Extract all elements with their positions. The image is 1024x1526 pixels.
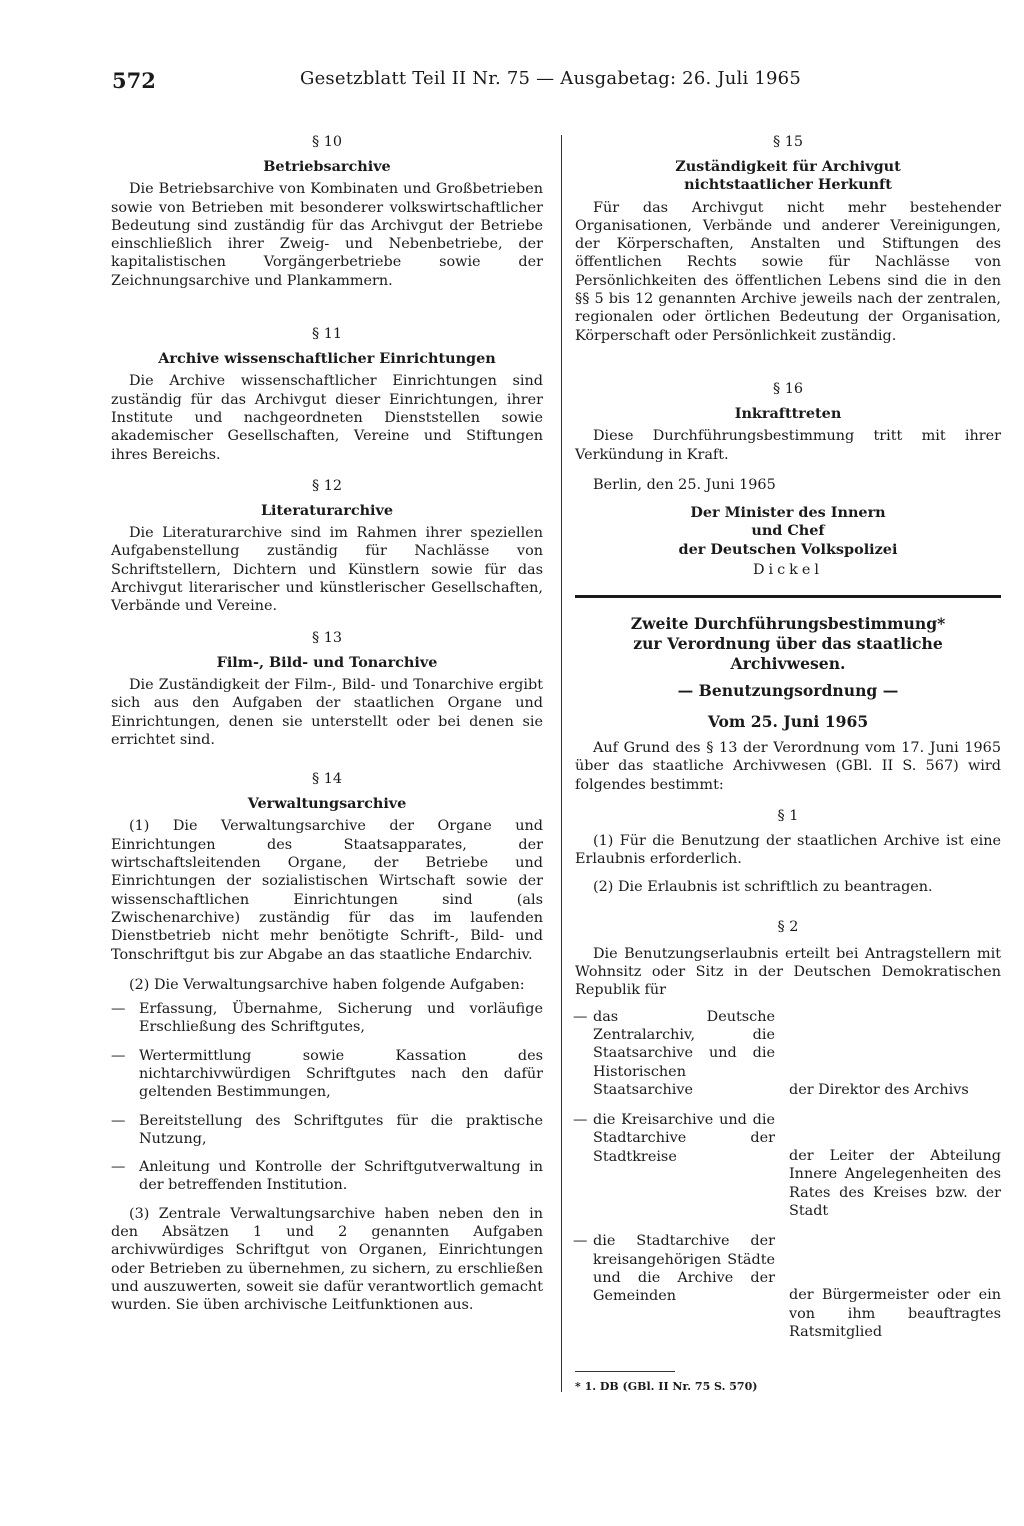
running-title: Gesetzblatt Teil II Nr. 75 — Ausgabetag: 26. Juli 1965 bbox=[300, 68, 801, 89]
section-10 bbox=[111, 132, 543, 290]
list-item: — Erfassung, Übernahme, Sicherung und vorläufige Erschließung des Schriftgutes, bbox=[111, 1000, 543, 1037]
section-number: § 15 bbox=[772, 134, 804, 150]
grantor: der Leiter der Abteilung Innere Angelegenheiten des Rates des Kreises bzw. der Stadt bbox=[789, 1148, 1001, 1219]
section-number: § 11 bbox=[311, 326, 343, 343]
table-row bbox=[575, 1111, 1001, 1232]
section-number: § 1 bbox=[777, 807, 799, 824]
section-number: § 10 bbox=[311, 134, 343, 150]
section-text: Diese Durchführungsbestimmung tritt mit ihrer Verkündung in Kraft. bbox=[575, 428, 1001, 463]
right-column bbox=[575, 132, 1001, 1396]
ordinance-subtitle: — Benutzungsordnung — bbox=[677, 681, 899, 701]
task-list bbox=[111, 1000, 543, 1195]
ordinance-s2-text: Die Benutzungserlaubnis erteilt bei Antragstellern mit Wohnsitz oder Sitz in der Deutschen Demokratischen Republik für bbox=[575, 945, 1001, 999]
section-14-paragraph-2: (2) Die Verwaltungsarchive haben folgende Aufgaben: bbox=[129, 976, 525, 993]
section-title: Literaturarchive bbox=[260, 501, 394, 519]
authority-table bbox=[575, 1008, 1001, 1354]
section-title: Verwaltungsarchive bbox=[247, 795, 407, 813]
ordinance-s1-paragraph-1: (1) Für die Benutzung der staatlichen Archive ist eine Erlaubnis erforderlich. bbox=[575, 832, 1001, 868]
section-title: Archive wissenschaftlicher Einrichtungen bbox=[158, 350, 496, 368]
signatory-title-line-3: der Deutschen Volkspolizei bbox=[678, 540, 898, 558]
page-number: 572 bbox=[112, 68, 156, 93]
section-text: Die Archive wissenschaftlicher Einrichtungen sind zuständig für das Archivgut dieser Einrichtungen, ihrer Institute und nachgeordneten Dienststellen sowie akademischer Gesellschaften, Vereine und Stiftungen ihres Bereichs. bbox=[111, 373, 543, 463]
footnote-rule bbox=[575, 1371, 675, 1372]
table-row bbox=[575, 1232, 1001, 1353]
section-title: Film-, Bild- und Tonarchive bbox=[216, 653, 438, 671]
section-text: Die Betriebsarchive von Kombinaten und Großbetrieben sowie von Betrieben mit besonderer volkswirtschaftlicher Bedeutung sind zuständig für das Archivgut der Betriebe einschließlich ihrer Zweig- und Nebenbetriebe, der kapitalistischen Vorgängerbetriebe sowie der Zeichnungsarchive und Plankammern. bbox=[111, 181, 543, 289]
section-number: § 12 bbox=[311, 477, 343, 494]
section-number: § 14 bbox=[311, 771, 343, 788]
grantor: der Direktor des Archivs bbox=[789, 1081, 969, 1098]
list-item: — Anleitung und Kontrolle der Schriftgutverwaltung in der betreffenden Institution. bbox=[111, 1158, 543, 1195]
section-title: Zuständigkeit für Archivgut bbox=[675, 158, 901, 175]
section-12 bbox=[111, 476, 543, 616]
list-item: — Bereitstellung des Schriftgutes für die praktische Nutzung, bbox=[111, 1112, 543, 1149]
section-title: Betriebsarchive bbox=[263, 158, 391, 175]
ordinance-date: Vom 25. Juni 1965 bbox=[707, 711, 869, 731]
section-14 bbox=[111, 769, 543, 1314]
section-number: § 13 bbox=[311, 629, 343, 646]
archive-type: — das Deutsche Zentralarchiv, die Staatsarchive und die Historischen Staatsarchive bbox=[575, 1008, 775, 1099]
place-date: Berlin, den 25. Juni 1965 bbox=[593, 476, 776, 493]
section-text: Die Zuständigkeit der Film-, Bild- und Tonarchive ergibt sich aus den Aufgaben der staatlichen Organe und Einrichtungen, denen sie unterstellt oder bei denen sie errichtet sind. bbox=[111, 676, 543, 748]
column-divider bbox=[561, 135, 562, 1392]
signatory-title-line-2: und Chef bbox=[751, 522, 825, 540]
section-11 bbox=[111, 324, 543, 464]
section-title-line-2: nichtstaatlicher Herkunft bbox=[684, 176, 892, 194]
section-14-paragraph-3: (3) Zentrale Verwaltungsarchive haben neben den in den Absätzen 1 und 2 genannten Aufgaben archivwürdiges Schriftgut von Organen, Einrichtungen oder Betrieben zu übernehmen, zu sichern, zu erschließen und auszuwerten, soweit sie dafür verantwortlich gemacht wurden. Sie üben archivische Leitfunktionen aus. bbox=[111, 1205, 543, 1314]
section-13 bbox=[111, 628, 543, 749]
ordinance bbox=[575, 614, 1001, 1396]
signatory-block bbox=[575, 504, 1001, 559]
ordinance-title-line-2: zur Verordnung über das staatliche Archivwesen. bbox=[633, 634, 943, 674]
section-15 bbox=[575, 132, 1001, 345]
ordinance-title: Zweite Durchführungsbestimmung* bbox=[630, 614, 946, 634]
ordinance-preamble: Auf Grund des § 13 der Verordnung vom 17. Juni 1965 über das staatliche Archivwesen (GBl. II S. 567) wird folgendes bestimmt: bbox=[575, 739, 1001, 793]
list-item: — Wertermittlung sowie Kassation des nichtarchivwürdigen Schriftgutes nach den dafür geltenden Bestimmungen, bbox=[111, 1047, 543, 1102]
section-16 bbox=[575, 379, 1001, 464]
ordinance-s1-paragraph-2: (2) Die Erlaubnis ist schriftlich zu beantragen. bbox=[593, 879, 933, 896]
footnote: * 1. DB (GBl. II Nr. 75 S. 570) bbox=[575, 1380, 758, 1394]
signatory-name: Dickel bbox=[752, 562, 824, 579]
archive-type: — die Kreisarchive und die Stadtarchive der Stadtkreise bbox=[575, 1111, 775, 1166]
section-text: Für das Archivgut nicht mehr bestehender Organisationen, Verbände und anderer Vereinigungen, der Körperschaften, Anstalten und Stiftungen des öffentlichen Rechts sowie für Nachlässe von Persönlichkeiten des öffentlichen Lebens sind die in den §§ 5 bis 12 genannten Archive jeweils nach der zentralen, regionalen oder örtlichen Bedeutung der Organisation, Körperschaft oder Persönlichkeit zuständig. bbox=[575, 199, 1001, 344]
page-header bbox=[0, 68, 1024, 108]
signatory-title: Der Minister des Innern bbox=[690, 504, 886, 522]
section-title: Inkrafttreten bbox=[734, 404, 842, 422]
grantor: der Bürgermeister oder ein von ihm beauftragtes Ratsmitglied bbox=[789, 1287, 1001, 1340]
archive-type: — die Stadtarchive der kreisangehörigen Städte und die Archive der Gemeinden bbox=[575, 1232, 775, 1305]
section-number: § 16 bbox=[772, 380, 804, 397]
section-text: Die Literaturarchive sind im Rahmen ihrer speziellen Aufgabenstellung zuständig für Nachlässe von Schriftstellern, Dichtern und Künstlern sowie für das Archivgut literarischer und künstlerischer Gesellschaften, Verbände und Vereine. bbox=[111, 525, 543, 615]
section-divider bbox=[575, 595, 1001, 598]
table-row bbox=[575, 1008, 1001, 1111]
section-14-paragraph-1: (1) Die Verwaltungsarchive der Organe und Einrichtungen des Staatsapparates, der wirtschaftsleitenden Organe, der Betriebe und Einrichtungen der sozialistischen Wirtschaft sowie der wissenschaftlichen Einrichtungen sind (als Zwischenarchive) zuständig für das im laufenden Dienstbetrieb nicht mehr benötigte Schrift-, Bild- und Tonschriftgut bis zur Abgabe an das staatliche Endarchiv. bbox=[111, 818, 543, 963]
left-column bbox=[111, 132, 543, 1315]
section-number: § 2 bbox=[777, 918, 799, 935]
